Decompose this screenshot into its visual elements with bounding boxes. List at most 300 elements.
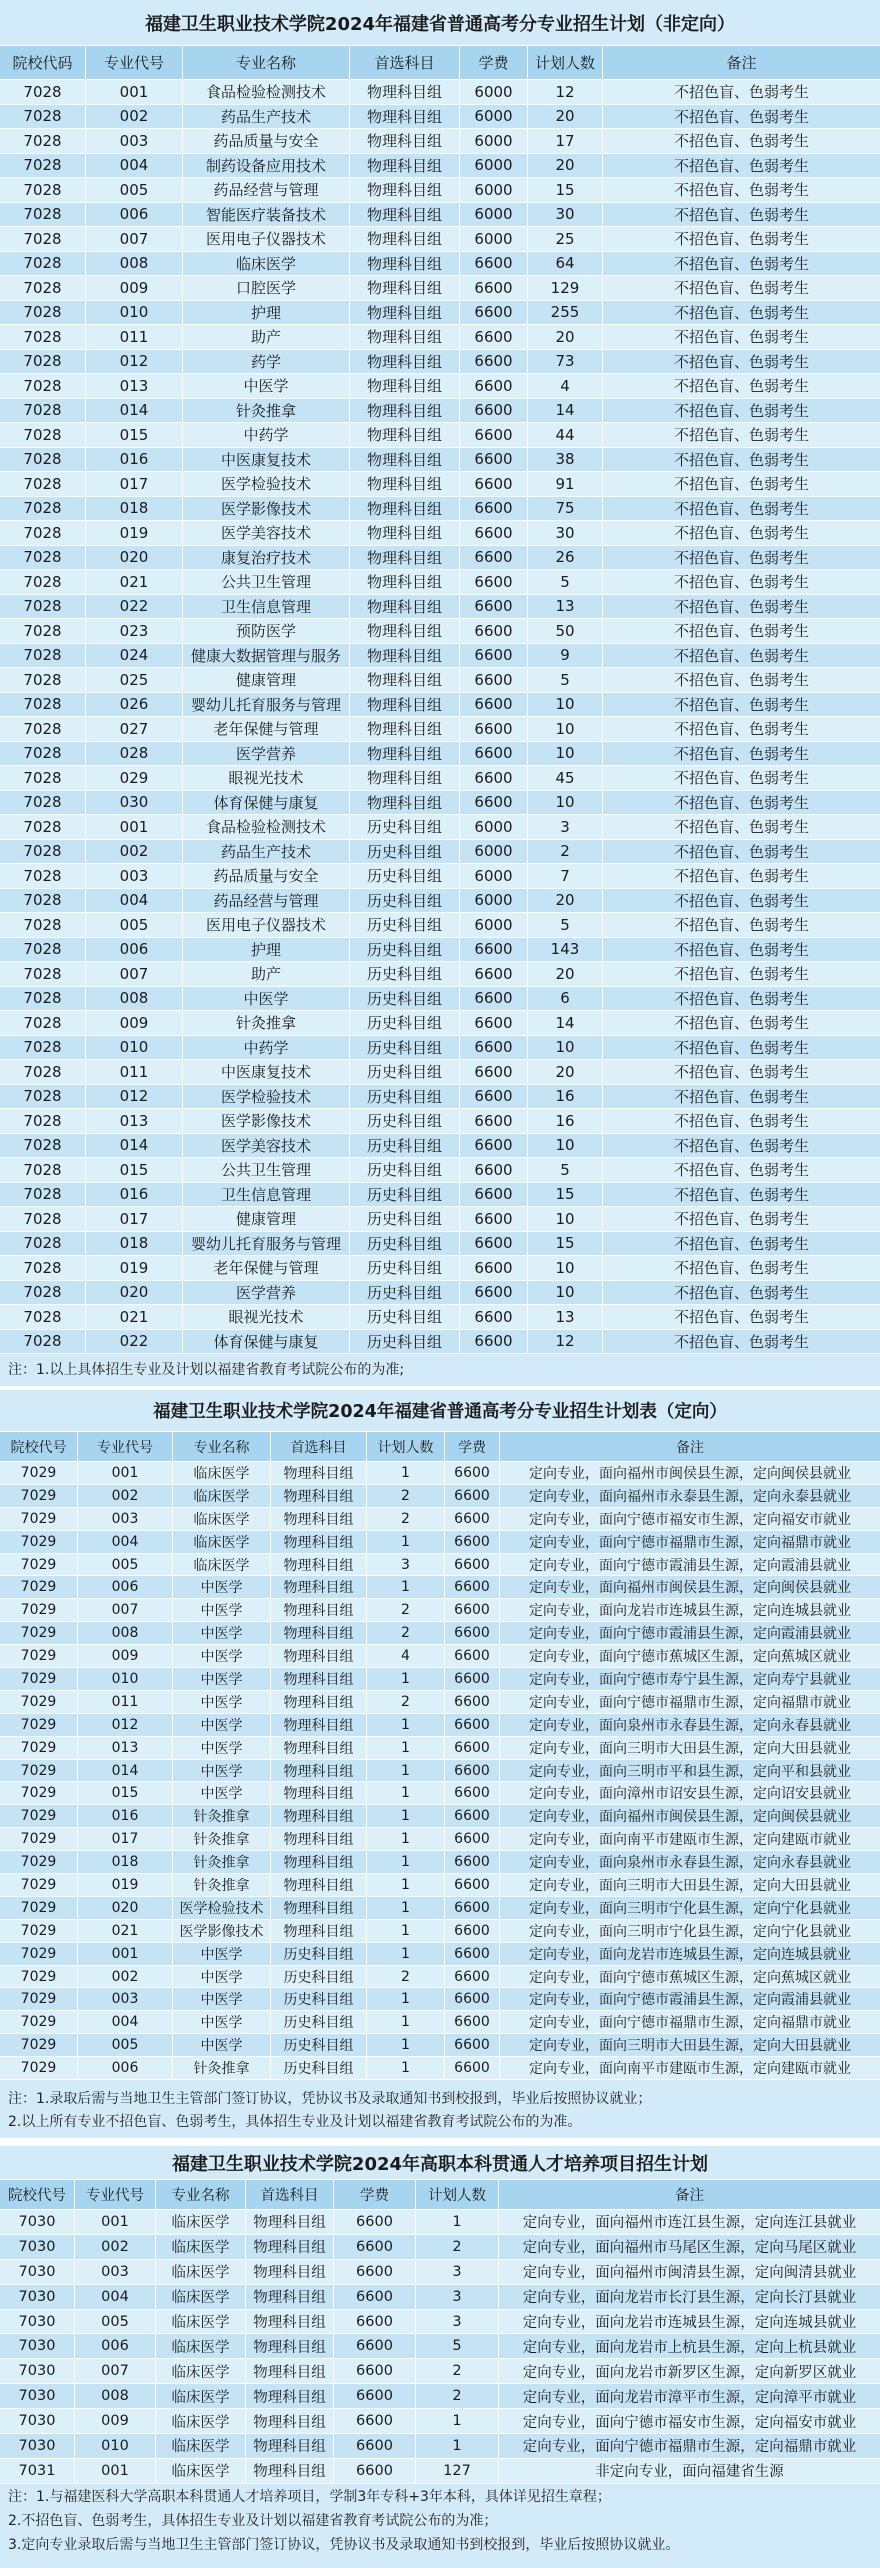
school-code-cell: 7028: [0, 1060, 86, 1084]
major-code-cell: 017: [86, 472, 183, 496]
table-row: [0, 595, 880, 620]
major-code-cell: 007: [86, 227, 183, 251]
table-row: [0, 1109, 880, 1134]
remark-cell: 定向专业，面向龙岩市连城县生源，定向连城县就业: [529, 1946, 851, 1963]
plan-count-cell: 5: [528, 570, 603, 594]
school-code-cell: 7028: [0, 1134, 86, 1158]
subject-group-cell: 物理科目组: [246, 2210, 334, 2234]
school-code-cell: 7029: [0, 1782, 78, 1804]
major-name-cell: 药品质量与安全: [183, 129, 350, 153]
table-row: [0, 1760, 880, 1783]
remark-header: 备注: [676, 1439, 704, 1456]
subject-group-cell: 物理科目组: [350, 129, 460, 153]
plan-count-cell: 45: [528, 766, 603, 790]
plan-count-cell: 25: [528, 227, 603, 251]
major-code-cell: 014: [86, 399, 183, 423]
plan-count-cell: 1: [416, 2210, 499, 2234]
plan-count-cell: 1: [367, 1737, 445, 1759]
major-code-cell: 029: [86, 766, 183, 790]
table-row: [0, 2285, 880, 2310]
table-row: [0, 2260, 880, 2285]
table-row: [0, 1158, 880, 1183]
tuition-cell: 6600: [460, 423, 528, 447]
major-code-cell: 016: [86, 448, 183, 472]
tuition-cell: 6600: [460, 546, 528, 570]
school-code-cell: 7028: [0, 399, 86, 423]
remark-cell: 定向专业，面向福州市闽侯县生源，定向闽侯县就业: [529, 1465, 851, 1482]
major-name-cell: 针灸推拿: [173, 1828, 271, 1850]
school-code-cell: 7029: [0, 1897, 78, 1919]
major-name-cell: 临床医学: [173, 1531, 271, 1553]
subject-group-cell: 物理科目组: [271, 1828, 367, 1850]
school-code-cell: 7029: [0, 1554, 78, 1576]
remark-cell: 定向专业，面向福州市闽侯县生源，定向闽侯县就业: [529, 1580, 851, 1597]
plan-count-cell: 3: [416, 2285, 499, 2309]
major-code-cell: 004: [78, 1531, 173, 1553]
major-name-cell: 针灸推拿: [173, 1805, 271, 1827]
major-code-cell: 008: [86, 987, 183, 1011]
subject-group-header: 首选科目: [350, 46, 460, 79]
school-code-cell: 7028: [0, 1183, 86, 1207]
school-code-cell: 7028: [0, 350, 86, 374]
remark-cell: 定向专业，面向宁德市蕉城区生源，定向蕉城区就业: [529, 1649, 851, 1666]
major-code-cell: 018: [86, 1232, 183, 1256]
remark-cell: 定向专业，面向泉州市永春县生源，定向永春县就业: [529, 1855, 851, 1872]
plan-count-cell: 15: [528, 1232, 603, 1256]
subject-group-cell: 历史科目组: [350, 962, 460, 986]
remark-cell: 不招色盲、色弱考生: [673, 989, 809, 1008]
major-name-cell: 中医学: [173, 1645, 271, 1667]
table-row: [0, 938, 880, 963]
table-row: [0, 619, 880, 644]
table-row: [0, 1207, 880, 1232]
school-code-cell: 7028: [0, 889, 86, 913]
table-row: [0, 423, 880, 448]
school-code-cell: 7028: [0, 472, 86, 496]
tuition-cell: 6000: [460, 203, 528, 227]
major-name-cell: 中医康复技术: [183, 1060, 350, 1084]
table-row: [0, 1281, 880, 1306]
school-code-cell: 7030: [0, 2285, 75, 2309]
plan-count-cell: 10: [528, 1281, 603, 1305]
major-code-cell: 019: [86, 521, 183, 545]
bachelor-pathway-plan-table: [0, 2180, 880, 2484]
major-name-cell: 护理: [183, 301, 350, 325]
subject-group-cell: 物理科目组: [350, 154, 460, 178]
table-row: [0, 2310, 880, 2335]
tuition-cell: 6600: [445, 2057, 500, 2079]
subject-group-cell: 物理科目组: [350, 766, 460, 790]
remark-cell: 不招色盲、色弱考生: [673, 769, 809, 788]
subject-group-cell: 物理科目组: [246, 2434, 334, 2458]
remark-cell: 不招色盲、色弱考生: [673, 1112, 809, 1131]
major-code-cell: 012: [86, 350, 183, 374]
plan-count-cell: 13: [528, 1305, 603, 1329]
major-name-cell: 中医学: [173, 1966, 271, 1988]
plan-count-cell: 10: [528, 693, 603, 717]
major-name-cell: 药品经营与管理: [183, 178, 350, 202]
plan-count-cell: 2: [367, 1622, 445, 1644]
major-code-cell: 013: [86, 374, 183, 398]
tuition-cell: 6600: [460, 938, 528, 962]
major-name-cell: 中药学: [183, 1036, 350, 1060]
remark-cell: 不招色盲、色弱考生: [673, 230, 809, 249]
major-code-cell: 005: [78, 1554, 173, 1576]
remark-cell: 定向专业，面向宁德市福安市生源，定向福安市就业: [529, 1511, 851, 1528]
tuition-cell: 6600: [460, 1109, 528, 1133]
plan-count-cell: 5: [528, 913, 603, 937]
plan-count-cell: 3: [367, 1554, 445, 1576]
table-row: [0, 1508, 880, 1531]
table-row: [0, 2359, 880, 2384]
tuition-cell: 6600: [460, 742, 528, 766]
major-name-cell: 针灸推拿: [183, 1011, 350, 1035]
major-name-cell: 健康管理: [183, 1207, 350, 1231]
table-row: [0, 546, 880, 571]
major-name-cell: 医学影像技术: [183, 497, 350, 521]
subject-group-cell: 历史科目组: [350, 1256, 460, 1280]
tuition-cell: 6600: [445, 1531, 500, 1553]
table-row: [0, 301, 880, 326]
major-code-cell: 015: [86, 423, 183, 447]
tuition-cell: 6600: [460, 766, 528, 790]
major-code-cell: 014: [86, 1134, 183, 1158]
tuition-cell: 6600: [445, 2034, 500, 2056]
major-code-cell: 017: [78, 1828, 173, 1850]
table-row: [0, 1305, 880, 1330]
plan-count-cell: 1: [367, 1760, 445, 1782]
subject-group-cell: 物理科目组: [271, 1554, 367, 1576]
table-row: [0, 521, 880, 546]
plan-count-cell: 7: [528, 864, 603, 888]
remark-cell: 定向专业，面向宁德市福鼎市生源，定向福鼎市就业: [522, 2439, 857, 2456]
plan-count-cell: 13: [528, 595, 603, 619]
school-code-cell: 7028: [0, 1085, 86, 1109]
major-name-cell: 医学检验技术: [183, 472, 350, 496]
plan-count-cell: 15: [528, 178, 603, 202]
subject-group-cell: 历史科目组: [350, 1011, 460, 1035]
directed-plan-table: [0, 1432, 880, 2080]
remark-cell: 不招色盲、色弱考生: [673, 524, 809, 543]
school-code-cell: 7028: [0, 203, 86, 227]
plan-count-cell: 3: [528, 815, 603, 839]
remark-cell: 定向专业，面向龙岩市连城县生源，定向连城县就业: [522, 2315, 857, 2331]
major-code-cell: 006: [78, 2057, 173, 2079]
tuition-cell: 6600: [460, 276, 528, 300]
major-name-cell: 临床医学: [156, 2235, 246, 2259]
plan-count-cell: 1: [367, 1462, 445, 1484]
school-code-cell: 7028: [0, 840, 86, 864]
tuition-cell: 6600: [460, 1256, 528, 1280]
remark-cell: 定向专业，面向宁德市霞浦县生源，定向霞浦县就业: [529, 1992, 851, 2009]
major-name-cell: 中医学: [173, 1943, 271, 1965]
table-row: [0, 1011, 880, 1036]
remark-cell: 定向专业，面向龙岩市上杭县生源，定向上杭县就业: [522, 2339, 857, 2356]
major-code-cell: 028: [86, 742, 183, 766]
tuition-header: 学费: [460, 46, 528, 79]
major-code-cell: 003: [86, 864, 183, 888]
header-row: [0, 2180, 880, 2210]
major-code-cell: 018: [78, 1851, 173, 1873]
remark-cell: 不招色盲、色弱考生: [673, 1063, 809, 1082]
major-code-cell: 001: [75, 2459, 156, 2483]
subject-group-cell: 物理科目组: [271, 1462, 367, 1484]
major-name-cell: 中医学: [173, 1576, 271, 1598]
school-code-header: 院校代码: [0, 46, 86, 79]
remark-cell: 不招色盲、色弱考生: [673, 646, 809, 665]
plan-count-cell: 1: [367, 1576, 445, 1598]
non-directed-plan-table: [0, 46, 880, 1354]
school-code-cell: 7029: [0, 1988, 78, 2010]
major-code-cell: 030: [86, 791, 183, 815]
table-note: 3.定向专业录取后需与当地卫生主管部门签订协议，凭协议书及录取通知书到校报到，毕业后按照协议就业。: [8, 2536, 680, 2553]
tuition-cell: 6000: [460, 80, 528, 104]
tuition-cell: 6600: [460, 1011, 528, 1035]
remark-cell: 不招色盲、色弱考生: [673, 377, 809, 396]
major-code-cell: 018: [86, 497, 183, 521]
subject-group-cell: 历史科目组: [350, 1060, 460, 1084]
tuition-cell: 6600: [460, 472, 528, 496]
plan-count-header: 计划人数: [528, 46, 603, 79]
tuition-cell: 6600: [445, 1508, 500, 1530]
tuition-cell: 6600: [460, 962, 528, 986]
table-row: [0, 1462, 880, 1485]
school-code-cell: 7028: [0, 252, 86, 276]
major-code-cell: 015: [78, 1782, 173, 1804]
major-code-cell: 002: [86, 840, 183, 864]
major-name-cell: 老年保健与管理: [183, 1256, 350, 1280]
school-code-cell: 7028: [0, 987, 86, 1011]
major-code-cell: 016: [86, 1183, 183, 1207]
major-code-cell: 020: [86, 1281, 183, 1305]
subject-group-cell: 历史科目组: [350, 1232, 460, 1256]
major-code-cell: 014: [78, 1760, 173, 1782]
table-row: [0, 1183, 880, 1208]
subject-group-cell: 物理科目组: [350, 497, 460, 521]
school-code-cell: 7029: [0, 1599, 78, 1621]
tuition-header: 学费: [445, 1432, 500, 1461]
major-name-cell: 老年保健与管理: [183, 717, 350, 741]
table-row: [0, 1691, 880, 1714]
plan-count-cell: 2: [416, 2359, 499, 2383]
remark-cell: 不招色盲、色弱考生: [673, 744, 809, 763]
school-code-cell: 7029: [0, 1668, 78, 1690]
major-name-cell: 医学营养: [183, 742, 350, 766]
school-code-cell: 7028: [0, 80, 86, 104]
subject-group-cell: 历史科目组: [350, 938, 460, 962]
major-code-cell: 008: [75, 2384, 156, 2408]
plan-count-cell: 20: [528, 105, 603, 129]
school-code-cell: 7028: [0, 1232, 86, 1256]
major-name-cell: 中医学: [173, 1622, 271, 1644]
school-code-cell: 7028: [0, 570, 86, 594]
major-code-cell: 001: [86, 80, 183, 104]
school-code-cell: 7029: [0, 1828, 78, 1850]
table-row: [0, 2034, 880, 2057]
major-name-cell: 健康大数据管理与服务: [183, 644, 350, 668]
remark-cell: 定向专业，面向福州市闽清县生源，定向闽清县就业: [522, 2265, 857, 2282]
tuition-cell: 6600: [460, 987, 528, 1011]
school-code-cell: 7028: [0, 693, 86, 717]
remark-cell: 不招色盲、色弱考生: [673, 1283, 809, 1302]
major-name-cell: 临床医学: [173, 1554, 271, 1576]
remark-header: 备注: [675, 2188, 704, 2204]
remark-cell: 不招色盲、色弱考生: [673, 475, 809, 494]
major-code-cell: 006: [78, 1576, 173, 1598]
plan-count-cell: 4: [367, 1645, 445, 1667]
plan-count-cell: 5: [528, 1158, 603, 1182]
tuition-cell: 6600: [460, 1207, 528, 1231]
tuition-cell: 6000: [460, 889, 528, 913]
subject-group-cell: 物理科目组: [350, 595, 460, 619]
remark-cell: 不招色盲、色弱考生: [673, 401, 809, 420]
plan-count-cell: 2: [528, 840, 603, 864]
remark-cell: 不招色盲、色弱考生: [673, 1185, 809, 1204]
major-code-cell: 007: [78, 1599, 173, 1621]
major-code-cell: 009: [86, 276, 183, 300]
subject-group-cell: 物理科目组: [271, 1599, 367, 1621]
school-code-cell: 7028: [0, 1207, 86, 1231]
major-code-cell: 006: [86, 938, 183, 962]
plan-count-cell: 5: [528, 668, 603, 692]
table-row: [0, 1966, 880, 1989]
subject-group-cell: 物理科目组: [271, 1782, 367, 1804]
remark-cell: 定向专业，面向宁德市福鼎市生源，定向福鼎市就业: [529, 1534, 851, 1551]
school-code-cell: 7028: [0, 276, 86, 300]
tuition-cell: 6600: [445, 1874, 500, 1896]
tuition-cell: 6600: [460, 791, 528, 815]
school-code-cell: 7028: [0, 1011, 86, 1035]
major-name-cell: 口腔医学: [183, 276, 350, 300]
plan-count-cell: 10: [528, 1134, 603, 1158]
plan-count-cell: 12: [528, 80, 603, 104]
table-row: [0, 105, 880, 130]
school-code-cell: 7028: [0, 1330, 86, 1354]
remark-cell: 不招色盲、色弱考生: [673, 671, 809, 690]
table-row: [0, 913, 880, 938]
tuition-cell: 6600: [460, 350, 528, 374]
tuition-cell: 6600: [334, 2210, 416, 2234]
tuition-cell: 6600: [460, 1305, 528, 1329]
major-code-cell: 016: [78, 1805, 173, 1827]
plan-count-cell: 17: [528, 129, 603, 153]
remark-cell: 不招色盲、色弱考生: [673, 1332, 809, 1351]
major-name-cell: 制药设备应用技术: [183, 154, 350, 178]
table-row: [0, 1645, 880, 1668]
remark-cell: 不招色盲、色弱考生: [673, 1259, 809, 1278]
tuition-cell: 6600: [445, 1828, 500, 1850]
major-code-cell: 003: [86, 129, 183, 153]
table-row: [0, 570, 880, 595]
plan-count-cell: 1: [367, 1920, 445, 1942]
major-name-cell: 临床医学: [156, 2260, 246, 2284]
table-row: [0, 276, 880, 301]
school-code-cell: 7030: [0, 2334, 75, 2358]
remark-cell: 定向专业，面向宁德市蕉城区生源，定向蕉城区就业: [529, 1969, 851, 1986]
school-code-cell: 7029: [0, 1622, 78, 1644]
tuition-cell: 6600: [460, 1060, 528, 1084]
table-row: [0, 325, 880, 350]
remark-cell: 不招色盲、色弱考生: [673, 793, 809, 812]
subject-group-cell: 历史科目组: [350, 987, 460, 1011]
major-name-cell: 临床医学: [156, 2359, 246, 2383]
table-notes: [0, 1354, 880, 1386]
remark-cell: 不招色盲、色弱考生: [673, 156, 809, 175]
major-code-cell: 012: [86, 1085, 183, 1109]
major-name-cell: 临床医学: [173, 1462, 271, 1484]
school-code-cell: 7028: [0, 815, 86, 839]
major-name-cell: 助产: [183, 962, 350, 986]
major-name-cell: 临床医学: [156, 2285, 246, 2309]
major-name-cell: 公共卫生管理: [183, 1158, 350, 1182]
tuition-cell: 6600: [460, 717, 528, 741]
tuition-header: 学费: [334, 2180, 416, 2209]
remark-header: 备注: [726, 54, 757, 72]
subject-group-cell: 物理科目组: [271, 1851, 367, 1873]
major-name-cell: 药学: [183, 350, 350, 374]
table-row: [0, 399, 880, 424]
table-row: [0, 693, 880, 718]
major-name-cell: 中医康复技术: [183, 448, 350, 472]
major-code-cell: 010: [75, 2434, 156, 2458]
table-row: [0, 1805, 880, 1828]
major-name-cell: 医用电子仪器技术: [183, 913, 350, 937]
table-row: [0, 864, 880, 889]
table-row: [0, 1330, 880, 1355]
subject-group-cell: 历史科目组: [350, 1305, 460, 1329]
tuition-cell: 6600: [460, 693, 528, 717]
remark-cell: 不招色盲、色弱考生: [673, 83, 809, 102]
school-code-cell: 7029: [0, 1737, 78, 1759]
major-name-cell: 中医学: [173, 1668, 271, 1690]
subject-group-cell: 物理科目组: [350, 301, 460, 325]
major-name-cell: 食品检验检测技术: [183, 80, 350, 104]
table-row: [0, 1060, 880, 1085]
tuition-cell: 6000: [460, 105, 528, 129]
plan-count-cell: 1: [367, 2011, 445, 2033]
table-row: [0, 374, 880, 399]
remark-cell: 定向专业，面向宁德市寿宁县生源，定向寿宁县就业: [529, 1671, 851, 1688]
tuition-cell: 6600: [460, 399, 528, 423]
table-row: [0, 1531, 880, 1554]
school-code-cell: 7028: [0, 154, 86, 178]
subject-group-cell: 物理科目组: [271, 1805, 367, 1827]
table-row: [0, 668, 880, 693]
school-code-cell: 7028: [0, 1256, 86, 1280]
school-code-cell: 7028: [0, 178, 86, 202]
remark-cell: 定向专业，面向龙岩市新罗区生源，定向新罗区就业: [522, 2364, 857, 2381]
table-note: 注：1.录取后需与当地卫生主管部门签订协议，凭协议书及录取通知书到校报到，毕业后按照协议就业；: [8, 2091, 652, 2108]
major-code-cell: 002: [78, 1966, 173, 1988]
tuition-cell: 6600: [460, 448, 528, 472]
remark-cell: 不招色盲、色弱考生: [673, 720, 809, 739]
subject-group-cell: 物理科目组: [350, 717, 460, 741]
remark-cell: 定向专业，面向龙岩市连城县生源，定向连城县就业: [529, 1603, 851, 1620]
major-name-cell: 中医学: [173, 1599, 271, 1621]
table-row: [0, 203, 880, 228]
subject-group-cell: 历史科目组: [350, 840, 460, 864]
tuition-cell: 6000: [460, 864, 528, 888]
school-code-cell: 7030: [0, 2310, 75, 2334]
major-code-cell: 001: [75, 2210, 156, 2234]
remark-cell: 定向专业，面向宁德市福安市生源，定向福安市就业: [522, 2414, 857, 2431]
major-name-cell: 医学检验技术: [183, 1085, 350, 1109]
table-row: [0, 350, 880, 375]
school-code-cell: 7029: [0, 1691, 78, 1713]
tuition-cell: 6600: [334, 2359, 416, 2383]
subject-group-cell: 物理科目组: [350, 423, 460, 447]
subject-group-cell: 物理科目组: [271, 1714, 367, 1736]
